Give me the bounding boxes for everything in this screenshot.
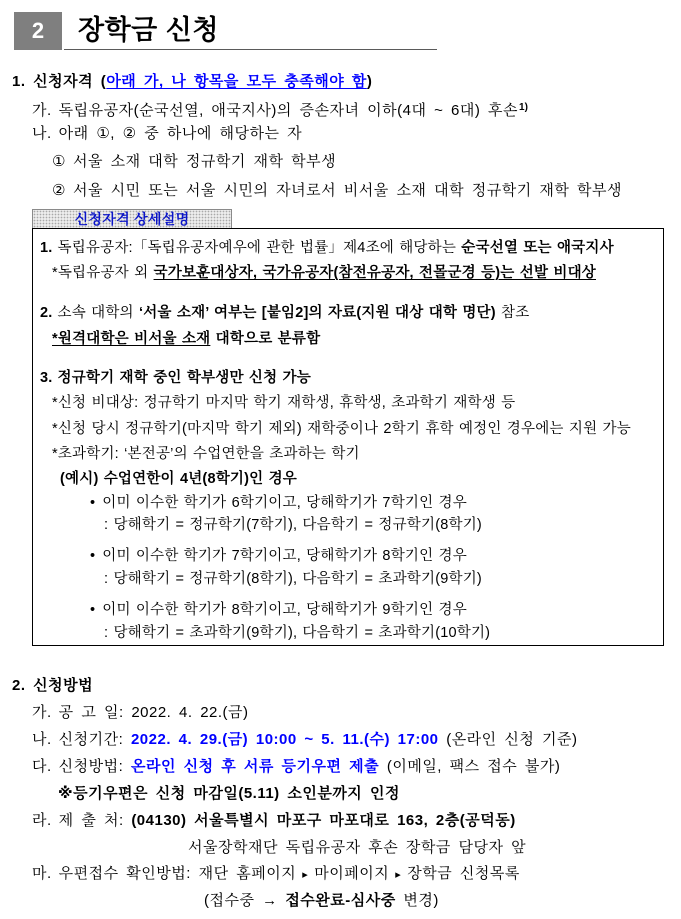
- detail-point-2-note: [52, 329, 320, 349]
- eligibility-heading-label: 1. 신청자격 (: [12, 73, 107, 90]
- submission-address: (04130) 서울특별시 마포구 마포대로 163, 2층(공덕동): [131, 812, 516, 829]
- sub-item-marker: ①: [52, 153, 66, 170]
- details-tab: [32, 209, 232, 229]
- example-result-1: : 당해학기 = 정규학기(7학기), 다음학기 = 정규학기(8학기): [104, 517, 482, 533]
- detail-point-3: [40, 368, 311, 388]
- sub-item-marker: ②: [52, 182, 66, 199]
- item-label: 공 고 일:: [58, 704, 132, 721]
- path-step-application-list: 장학금 신청목록: [407, 865, 520, 882]
- sub-item-text: 서울 소재 대학 정규학기 재학 학부생: [72, 153, 337, 170]
- note-emphasis: *원격대학은 비서울 소재: [52, 331, 211, 347]
- submission-recipient: 서울장학재단 독립유공자 후손 장학금 담당자 앞: [188, 839, 527, 856]
- application-method: 온라인 신청 후 서류 등기우편 제출: [130, 758, 380, 775]
- item-marker: 가.: [32, 704, 52, 721]
- status-suffix: 변경): [395, 892, 439, 909]
- announce-date-line: [32, 703, 249, 723]
- detail-point-1-note: [52, 263, 596, 283]
- status-change-line: [204, 891, 439, 911]
- item-text: 독립유공자(순국선열, 애국지사)의 증손자녀 이하(4대 ~ 6대) 후손: [58, 102, 519, 119]
- registered-mail-remark: ※등기우편은 신청 마감일(5.11) 소인분까지 인정: [58, 785, 400, 802]
- example-case-text: 이미 이수한 학기가 8학기이고, 당해학기가 9학기인 경우: [102, 602, 467, 618]
- item-label: 우편접수 확인방법:: [58, 865, 199, 882]
- example-case-text: 이미 이수한 학기가 7학기이고, 당해학기가 8학기인 경우: [102, 548, 467, 564]
- item-label: 제 출 처:: [58, 812, 132, 829]
- status-prefix: (접수중 →: [204, 892, 286, 909]
- detail-number: 1.: [40, 240, 53, 256]
- item-marker: 다.: [32, 758, 52, 775]
- details-box: [32, 228, 664, 646]
- announce-date: 2022. 4. 22.(금): [131, 704, 249, 721]
- item-marker: 나.: [32, 125, 52, 142]
- footnote-marker: 1): [519, 102, 528, 113]
- item-marker: 라.: [32, 812, 52, 829]
- arrow-right-icon: ▸: [302, 869, 309, 881]
- detail-point-2: [40, 303, 529, 323]
- confirm-method-line: [32, 864, 520, 884]
- sub-item-text: 서울 시민 또는 서울 시민의 자녀로서 비서울 소재 대학 정규학기 재학 학부생: [72, 182, 622, 199]
- bullet-icon: •: [90, 548, 96, 564]
- eligibility-heading-close: ): [366, 73, 373, 90]
- eligibility-heading: [12, 72, 372, 92]
- detail-point-3-note-2: *신청 당시 정규학기(마지막 학기 제외) 재학중이나 2학기 휴학 예정인 경우에는 지원 가능: [52, 421, 631, 437]
- eligibility-item-na: [32, 124, 302, 144]
- period-note: (온라인 신청 기준): [438, 731, 578, 748]
- title-underline: [64, 49, 437, 50]
- status-emphasis: 접수완료-심사중: [285, 892, 396, 909]
- item-marker: 가.: [32, 102, 52, 119]
- section-number: 2: [31, 18, 45, 43]
- detail-text: 정규학기 재학 중인 학부생만 신청 가능: [57, 370, 311, 386]
- item-label: 신청기간:: [58, 731, 131, 748]
- eligibility-sub-item-1: [52, 152, 336, 172]
- arrow-right-icon: ▸: [395, 869, 402, 881]
- application-heading: 2. 신청방법: [12, 677, 94, 694]
- item-text: 아래 ①, ② 중 하나에 해당하는 자: [58, 125, 303, 142]
- detail-emphasis: 순국선열 또는 애국지사: [461, 240, 614, 256]
- note-text: *독립유공자 외: [52, 265, 154, 281]
- eligibility-sub-item-2: [52, 181, 622, 201]
- detail-text: 소속 대학의: [57, 305, 139, 321]
- path-step-homepage: 재단 홈페이지: [198, 865, 297, 882]
- eligibility-requirement-note: 아래 가, 나 항목을 모두 충족해야 함: [106, 73, 367, 90]
- detail-emphasis: ‘서울 소재’ 여부는 [붙임2]의 자료(지원 대상 대학 명단): [139, 305, 496, 321]
- item-marker: 마.: [32, 865, 52, 882]
- application-period-line: [32, 730, 577, 750]
- detail-suffix: 참조: [495, 305, 530, 321]
- note-emphasis: 국가보훈대상자, 국가유공자(참전유공자, 전몰군경 등)는 선발 비대상: [153, 265, 596, 281]
- detail-number: 3.: [40, 370, 53, 386]
- example-case-1: [90, 493, 467, 513]
- example-title: (예시) 수업연한이 4년(8학기)인 경우: [60, 471, 298, 487]
- example-result-3: : 당해학기 = 초과학기(9학기), 다음학기 = 초과학기(10학기): [104, 625, 491, 641]
- detail-point-3-note-1: *신청 비대상: 정규학기 마지막 학기 재학생, 휴학생, 초과학기 재학생 등: [52, 395, 516, 411]
- bullet-icon: •: [90, 495, 96, 511]
- example-case-3: [90, 600, 467, 620]
- eligibility-item-ga: [32, 98, 528, 118]
- item-marker: 나.: [32, 731, 52, 748]
- details-tab-label: 신청자격 상세설명: [74, 211, 190, 227]
- item-label: 신청방법:: [58, 758, 131, 775]
- section-title: 장학금 신청: [78, 15, 219, 45]
- application-method-line: [32, 757, 560, 777]
- example-case-2: [90, 546, 467, 566]
- note-text: 대학으로 분류함: [210, 331, 321, 347]
- section-number-badge: [14, 12, 62, 50]
- example-result-2: : 당해학기 = 정규학기(8학기), 다음학기 = 초과학기(9학기): [104, 571, 482, 587]
- detail-number: 2.: [40, 305, 53, 321]
- detail-text: 독립유공자:「독립유공자예우에 관한 법률」제4조에 해당하는: [57, 240, 462, 256]
- application-period: 2022. 4. 29.(금) 10:00 ~ 5. 11.(수) 17:00: [130, 731, 439, 748]
- path-step-mypage: 마이페이지: [314, 865, 390, 882]
- detail-point-1: [40, 238, 614, 258]
- submission-address-line: [32, 811, 516, 831]
- detail-point-3-note-3: *초과학기: ‘본전공’의 수업연한을 초과하는 학기: [52, 446, 360, 462]
- method-note: (이메일, 팩스 접수 불가): [379, 758, 561, 775]
- example-case-text: 이미 이수한 학기가 6학기이고, 당해학기가 7학기인 경우: [102, 495, 467, 511]
- bullet-icon: •: [90, 602, 96, 618]
